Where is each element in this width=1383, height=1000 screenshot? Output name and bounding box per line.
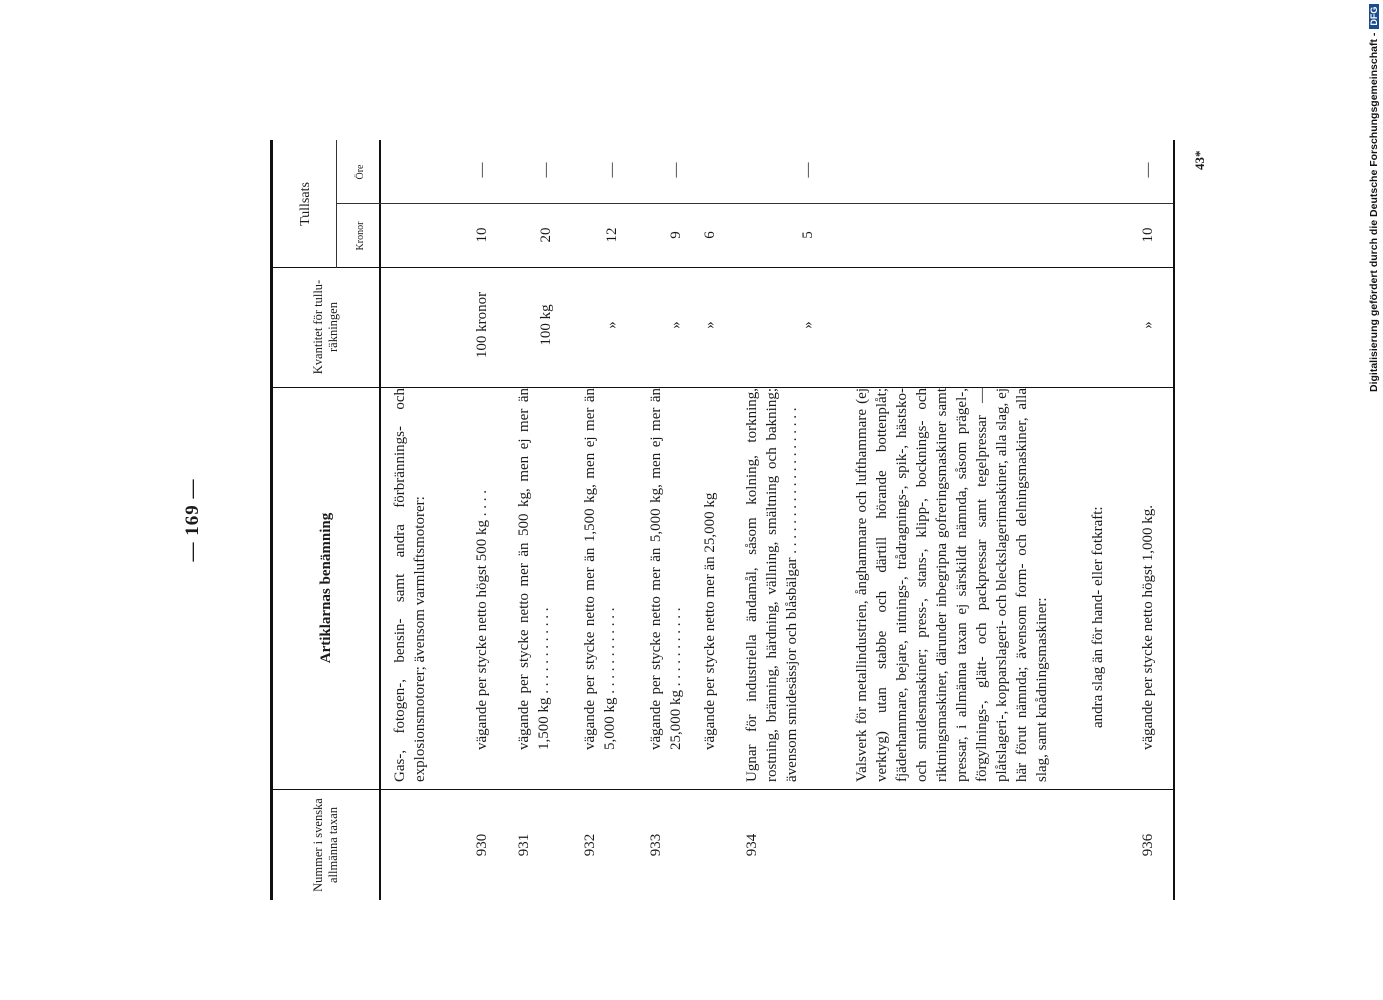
row-description: vägande per stycke netto mer än 25,000 kg <box>702 492 718 750</box>
row-number: 930 <box>474 833 490 857</box>
header-tariff: Tullsats <box>298 182 313 226</box>
tullsats-subrule <box>336 140 337 268</box>
column-divider <box>336 203 1173 204</box>
row-number: 933 <box>648 833 664 857</box>
row-number: 936 <box>1140 833 1156 857</box>
row-quantity: 100 kronor <box>474 291 490 359</box>
header-kronor: Kronor <box>354 221 366 251</box>
row-description: vägande per stycke netto mer än 500 kg, men ej mer än 1,500 kg . . . . . . . . . . . . <box>516 388 552 750</box>
table-top-rule <box>270 140 273 900</box>
header-ore: Öre <box>354 164 366 180</box>
row-ore: — <box>474 162 490 178</box>
row-kronor: 5 <box>800 231 816 239</box>
header-bottom-rule <box>379 140 381 900</box>
row-number: 931 <box>516 833 532 857</box>
row-ore: — <box>800 162 816 178</box>
row-description: vägande per stycke netto högst 500 kg . . . . <box>474 490 490 750</box>
row-quantity: » <box>668 321 684 329</box>
row-ore: — <box>538 162 554 178</box>
footer-signature-mark: 43* <box>1192 150 1207 170</box>
row-description: Ugnar för industriella ändamål, såsom kolning, torkning, rostning, bränning, härdning, vällning, smältning och bakning; ävensom smidesässjor och blåsbälgar . . . . . . . . . . . . . . . . . . . . <box>744 388 800 782</box>
header-article: Artiklarnas benämning <box>318 512 334 664</box>
row-kronor: 10 <box>474 227 490 243</box>
row-description: Valsverk för metallindustrien, ånghammare och lufthammare (ej verktyg) utan stabbe och därtill hörande bottenplåt; fjäderhammare, bejare, nitnings-, trådragnings-, spik-, hästsko- och smidesmaskiner; press-, stans-, klipp-, bocknings- och riktningsmaskiner, därunder inbegripna gofreringsmaskiner samt pressar, i allmänna taxan ej särskildt nämnda, såsom prägel-, förgyllnings-, glätt- och packpressar samt tegelpressar — plåtslageri-, kopparslageri- och bleckslagerimaskiner, alla slag, ej här förut nämnda; ävensom form- och delningsmaskiner, alla slag, samt knådningsmaskiner: <box>854 388 1050 782</box>
row-quantity: » <box>702 321 718 329</box>
column-divider <box>270 789 1173 790</box>
digitization-credit <box>1368 4 1380 392</box>
row-kronor: 6 <box>702 231 718 239</box>
row-quantity: 100 kg <box>538 304 554 346</box>
row-kronor: 12 <box>604 227 620 243</box>
row-number: 932 <box>582 833 598 857</box>
row-description: Gas-, fotogen-, bensin- samt andra förbrännings- och explosionsmotorer; ävensom varmluftsmotorer: <box>392 388 428 782</box>
row-ore: — <box>668 162 684 178</box>
header-number: Nummer i svenska allmänna taxan <box>311 798 340 892</box>
row-description: andra slag än för hand- eller fotkraft: <box>1090 506 1106 728</box>
header-quantity: Kvantitet för tullu-räkningen <box>311 279 340 375</box>
rotated-tariff-page <box>182 140 1207 900</box>
row-description: vägande per stycke netto mer än 5,000 kg, men ej mer än 25,000 kg . . . . . . . . . . . <box>648 388 684 750</box>
credit-text: Digitalisierung gefördert durch die Deutsche Forschungsgemeinschaft - <box>1368 32 1380 392</box>
row-ore: — <box>1140 162 1156 178</box>
row-quantity: » <box>800 321 816 329</box>
row-kronor: 9 <box>668 231 684 239</box>
row-quantity: » <box>604 321 620 329</box>
dfg-logo: DFG <box>1369 4 1379 29</box>
row-kronor: 10 <box>1140 227 1156 243</box>
row-description: vägande per stycke netto högst 1,000 kg. <box>1140 505 1156 750</box>
row-ore: — <box>604 162 620 178</box>
page-number: — 169 — <box>182 478 203 562</box>
row-number: 934 <box>744 833 760 857</box>
row-quantity: » <box>1140 321 1156 329</box>
table-bottom-rule <box>1173 140 1175 900</box>
row-description: vägande per stycke netto mer än 1,500 kg, men ej mer än 5,000 kg . . . . . . . . . . . . <box>582 388 618 750</box>
column-divider <box>270 267 1173 268</box>
row-kronor: 20 <box>538 227 554 243</box>
